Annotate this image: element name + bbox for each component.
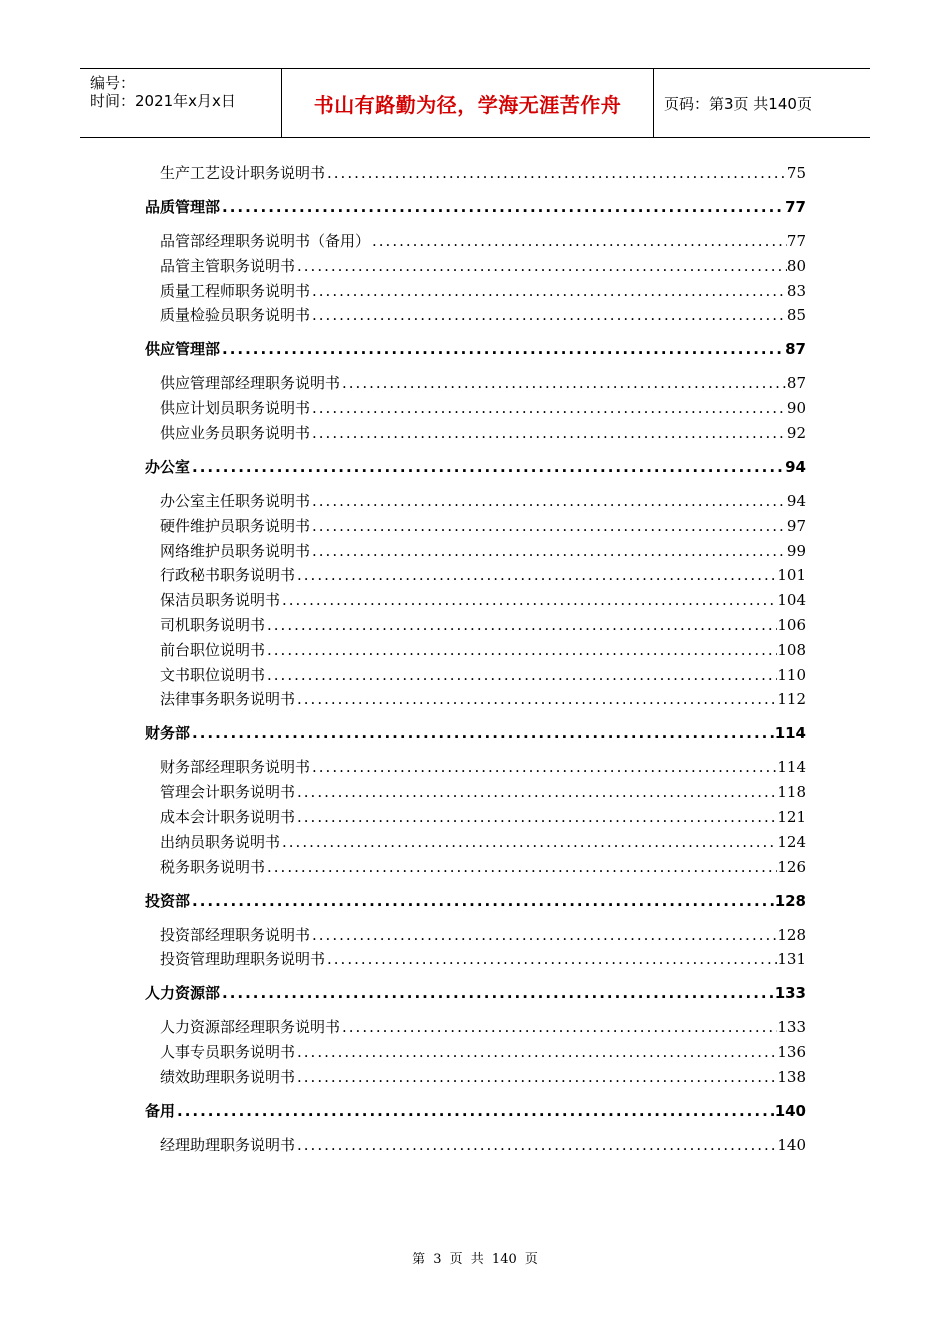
toc-entry[interactable] xyxy=(160,1016,806,1037)
toc-entry-title: 网络维护员职务说明书 xyxy=(160,541,311,560)
page-footer xyxy=(0,1248,950,1267)
toc-dot-leader xyxy=(220,984,775,1002)
toc-entry-title: 备用 xyxy=(145,1102,176,1120)
toc-entry-title: 供应管理部经理职务说明书 xyxy=(160,374,341,393)
toc-entry-title: 投资部 xyxy=(145,891,191,910)
toc-entry[interactable] xyxy=(160,397,806,418)
toc-entry[interactable] xyxy=(160,1134,806,1155)
toc-entry[interactable] xyxy=(160,162,806,183)
toc-entry[interactable] xyxy=(160,540,806,561)
toc-dot-leader xyxy=(310,492,787,510)
toc-entry-page: 140 xyxy=(774,1102,806,1120)
toc-entry-title: 人事专员职务说明书 xyxy=(160,1043,296,1062)
toc-entry-page: 133 xyxy=(774,984,806,1003)
toc-dot-leader xyxy=(295,1136,777,1154)
toc-dot-leader xyxy=(265,858,777,876)
toc-entry-title: 供应业务员职务说明书 xyxy=(160,424,311,442)
toc-entry-title: 供应管理部 xyxy=(145,340,221,359)
toc-entry-page: 133 xyxy=(777,1018,806,1037)
toc-dot-leader xyxy=(220,340,785,358)
toc-entry-title: 法律事务职务说明书 xyxy=(160,690,296,709)
toc-dot-leader xyxy=(190,892,775,910)
toc-entry-title: 品质管理部 xyxy=(145,198,221,216)
toc-entry[interactable] xyxy=(160,490,806,511)
toc-entry[interactable] xyxy=(160,372,806,393)
page-header xyxy=(80,68,870,138)
toc-dot-leader xyxy=(295,808,777,826)
toc-entry[interactable] xyxy=(160,564,806,585)
toc-entry-title: 绩效助理职务说明书 xyxy=(160,1068,296,1086)
toc-entry[interactable] xyxy=(160,688,806,709)
toc-section-entry[interactable] xyxy=(145,982,806,1003)
toc-entry-title: 质量检验员职务说明书 xyxy=(160,306,311,325)
toc-entry[interactable] xyxy=(160,304,806,325)
toc-entry-page: 77 xyxy=(786,232,806,250)
toc-dot-leader xyxy=(310,758,777,776)
toc-entry-title: 硬件维护员职务说明书 xyxy=(160,516,311,535)
toc-entry-page: 128 xyxy=(774,891,806,910)
toc-entry-page: 92 xyxy=(786,424,806,442)
toc-section-entry[interactable] xyxy=(145,890,806,911)
toc-section-entry[interactable] xyxy=(145,338,806,359)
toc-dot-leader xyxy=(295,1068,777,1086)
toc-entry-title: 财务部 xyxy=(145,724,191,743)
toc-dot-leader xyxy=(310,306,787,324)
toc-dot-leader xyxy=(295,783,777,801)
toc-dot-leader xyxy=(265,616,777,634)
toc-entry-title: 投资管理助理职务说明书 xyxy=(160,950,326,969)
toc-dot-leader xyxy=(280,833,777,851)
toc-entry-title: 质量工程师职务说明书 xyxy=(160,281,311,300)
toc-entry[interactable] xyxy=(160,756,806,777)
toc-entry-title: 供应计划员职务说明书 xyxy=(160,399,311,418)
toc-entry-title: 成本会计职务说明书 xyxy=(160,808,296,826)
toc-entry-title: 保洁员职务说明书 xyxy=(160,591,281,610)
toc-entry[interactable] xyxy=(160,422,806,443)
toc-entry-title: 人力资源部经理职务说明书 xyxy=(160,1018,341,1037)
toc-dot-leader xyxy=(295,690,777,708)
toc-dot-leader xyxy=(190,724,775,742)
toc-entry-page: 99 xyxy=(786,541,806,560)
toc-entry-page: 114 xyxy=(774,724,806,743)
toc-entry[interactable] xyxy=(160,230,806,251)
toc-entry[interactable] xyxy=(160,1041,806,1062)
toc-entry-title: 税务职务说明书 xyxy=(160,857,266,876)
toc-entry-page: 106 xyxy=(777,616,806,634)
toc-entry-page: 87 xyxy=(786,374,806,393)
header-motto: 书山有路勤为径，学海无涯苦作舟 xyxy=(282,69,654,137)
toc-entry-title: 行政秘书职务说明书 xyxy=(160,566,296,585)
toc-entry-page: 136 xyxy=(777,1043,806,1062)
toc-entry-title: 财务部经理职务说明书 xyxy=(160,758,311,777)
toc-entry-page: 85 xyxy=(786,306,806,325)
toc-entry-page: 80 xyxy=(786,256,806,275)
toc-entry-page: 110 xyxy=(777,665,806,684)
toc-section-entry[interactable] xyxy=(145,722,806,743)
toc-entry[interactable] xyxy=(160,515,806,536)
toc-entry-title: 前台职位说明书 xyxy=(160,640,266,659)
toc-dot-leader xyxy=(220,198,785,216)
toc-entry-title: 管理会计职务说明书 xyxy=(160,783,296,802)
toc-entry[interactable] xyxy=(160,856,806,877)
header-info-cell xyxy=(80,69,282,137)
toc-entry-page: 126 xyxy=(777,857,806,876)
toc-entry-page: 83 xyxy=(786,281,806,300)
toc-entry-title: 经理助理职务说明书 xyxy=(160,1136,296,1154)
toc-entry-title: 办公室主任职务说明书 xyxy=(160,492,311,510)
toc-entry-page: 97 xyxy=(786,516,806,535)
toc-dot-leader xyxy=(280,591,777,609)
toc-dot-leader xyxy=(340,1018,777,1036)
toc-entry[interactable] xyxy=(160,280,806,301)
toc-dot-leader xyxy=(340,374,787,392)
toc-entry-page: 131 xyxy=(777,950,806,969)
toc-dot-leader xyxy=(190,458,785,476)
toc-dot-leader xyxy=(310,424,787,442)
toc-entry-page: 94 xyxy=(785,458,806,476)
toc-entry-page: 128 xyxy=(777,925,806,944)
toc-entry-title: 品管主管职务说明书 xyxy=(160,256,296,275)
toc-entry-title: 投资部经理职务说明书 xyxy=(160,925,311,944)
toc-entry-title: 人力资源部 xyxy=(145,984,221,1003)
toc-entry-title: 出纳员职务说明书 xyxy=(160,832,281,851)
toc-dot-leader xyxy=(310,282,787,300)
toc-entry[interactable] xyxy=(160,664,806,685)
toc-entry-page: 94 xyxy=(786,492,806,510)
toc-entry[interactable] xyxy=(160,806,806,827)
toc-entry[interactable] xyxy=(160,639,806,660)
toc-entry-page: 77 xyxy=(785,198,806,216)
toc-dot-leader xyxy=(295,1043,777,1061)
toc-entry-title: 品管部经理职务说明书（备用） xyxy=(160,232,371,250)
toc-entry-page: 101 xyxy=(777,566,806,585)
toc-entry[interactable] xyxy=(160,831,806,852)
toc-entry-page: 108 xyxy=(777,640,806,659)
toc-section-entry[interactable] xyxy=(145,456,806,477)
toc-entry-page: 104 xyxy=(777,591,806,610)
toc-entry[interactable] xyxy=(160,255,806,276)
toc-dot-leader xyxy=(310,399,787,417)
toc-dot-leader xyxy=(310,517,787,535)
footer-page-number: 第 3 页 共 140 页 xyxy=(412,1252,538,1267)
toc-entry-page: 118 xyxy=(777,783,806,802)
toc-dot-leader xyxy=(370,232,787,250)
toc-dot-leader xyxy=(310,926,777,944)
toc-section-entry[interactable] xyxy=(145,1100,806,1121)
header-page-label xyxy=(664,69,870,137)
toc-dot-leader xyxy=(310,542,787,560)
toc-dot-leader xyxy=(325,950,777,968)
toc-entry[interactable] xyxy=(160,1066,806,1087)
toc-dot-leader xyxy=(175,1102,775,1120)
toc-entry-title: 文书职位说明书 xyxy=(160,665,266,684)
toc-dot-leader xyxy=(265,641,777,659)
toc-entry-title: 司机职务说明书 xyxy=(160,616,266,634)
document-number-label: 编号： xyxy=(90,74,136,92)
toc-dot-leader xyxy=(295,257,787,275)
toc-entry-page: 75 xyxy=(786,164,806,182)
toc-entry[interactable] xyxy=(160,781,806,802)
toc-entry[interactable] xyxy=(160,614,806,635)
document-date-label: 时间：2021年x月x日 xyxy=(90,92,236,110)
toc-entry-page: 87 xyxy=(785,340,806,359)
toc-entry-title: 办公室 xyxy=(145,458,191,476)
toc-entry[interactable] xyxy=(160,924,806,945)
toc-entry-title: 生产工艺设计职务说明书 xyxy=(160,164,326,182)
toc-entry[interactable] xyxy=(160,948,806,969)
toc-entry[interactable] xyxy=(160,589,806,610)
toc-entry-page: 121 xyxy=(777,808,806,826)
toc-entry-page: 124 xyxy=(777,832,806,851)
toc-dot-leader xyxy=(325,164,787,182)
header-page-text: 页码：第3页 共140页 xyxy=(664,94,812,113)
toc-dot-leader xyxy=(265,666,777,684)
toc-dot-leader xyxy=(295,566,777,584)
toc-entry-page: 112 xyxy=(777,690,806,709)
toc-entry-page: 140 xyxy=(777,1136,806,1154)
toc-entry-page: 114 xyxy=(777,758,806,777)
toc-entry-page: 90 xyxy=(786,399,806,418)
toc-entry-page: 138 xyxy=(777,1068,806,1086)
toc-section-entry[interactable] xyxy=(145,196,806,217)
